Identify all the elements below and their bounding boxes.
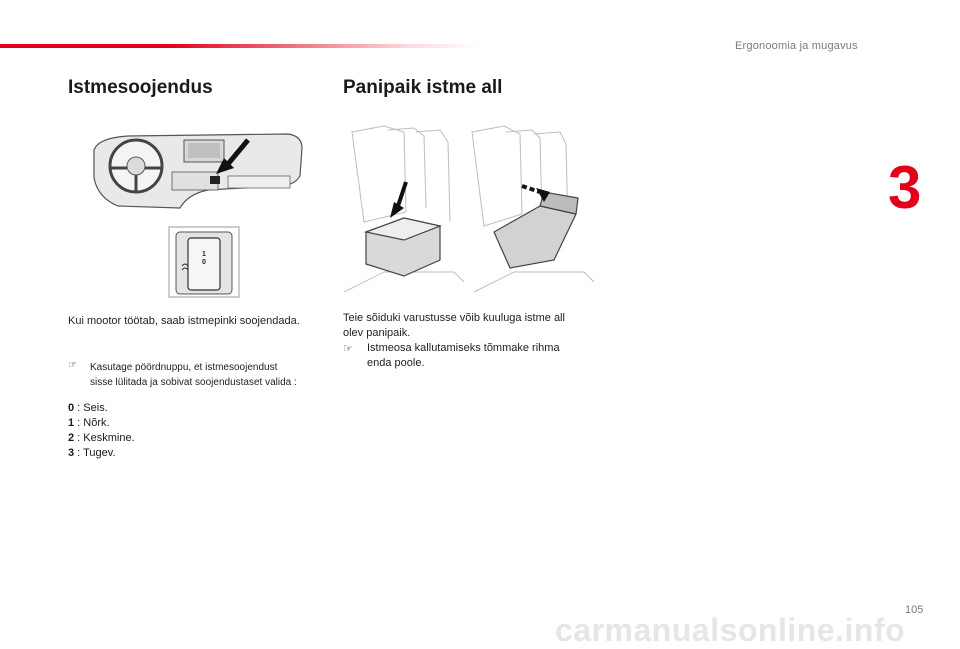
storage-paragraph-line1: Teie sõiduki varustusse võib kuuluga istme all: [343, 312, 565, 324]
heating-level-text: : Seis.: [74, 402, 108, 414]
section-title-seat-heating: Istmesoojendus: [68, 77, 213, 98]
chapter-title: Ergonoomia ja mugavus: [735, 40, 858, 52]
dial-label-0: 0: [202, 259, 206, 266]
seat-heating-instruction-line1: Kasutage pöördnuppu, et istmesoojendust: [90, 362, 278, 373]
heating-level-item: [68, 446, 135, 461]
heating-level-item: [68, 431, 135, 446]
heating-level-text: : Nõrk.: [74, 417, 110, 429]
pointing-hand-icon: ☞: [68, 360, 77, 371]
heating-level-key: 0: [68, 402, 75, 414]
storage-instruction-line1: Istmeosa kallutamiseks tõmmake rihma: [367, 342, 560, 354]
dial-label-1: 1: [202, 251, 206, 258]
seat-heating-instruction-line2: sisse lülitada ja sobivat soojendustaset valida :: [90, 377, 297, 388]
heating-level-item: [68, 416, 135, 431]
under-seat-storage-illustration: [344, 122, 594, 298]
seat-heating-intro: Kui mootor töötab, saab istmepinki soojendada.: [68, 315, 300, 327]
header-accent-bar: [0, 44, 480, 48]
heating-level-key: 1: [68, 417, 75, 429]
heating-level-item: [68, 401, 135, 416]
storage-paragraph-line2: olev panipaik.: [343, 327, 411, 339]
heating-level-text: : Keskmine.: [74, 432, 135, 444]
chapter-number: 3: [888, 154, 922, 221]
pointing-hand-icon: ☞: [343, 343, 353, 355]
watermark: carmanualsonline.info: [555, 612, 906, 648]
dashboard-illustration: [88, 128, 308, 220]
heating-level-key: 2: [68, 432, 75, 444]
storage-instruction-line2: enda poole.: [367, 357, 425, 369]
heating-level-key: 3: [68, 447, 75, 459]
page-number: 105: [905, 604, 924, 616]
heating-dial-illustration: [168, 226, 240, 298]
heating-levels-list: [68, 401, 135, 461]
section-title-under-seat-storage: Panipaik istme all: [343, 77, 503, 98]
heating-level-text: : Tugev.: [74, 447, 116, 459]
